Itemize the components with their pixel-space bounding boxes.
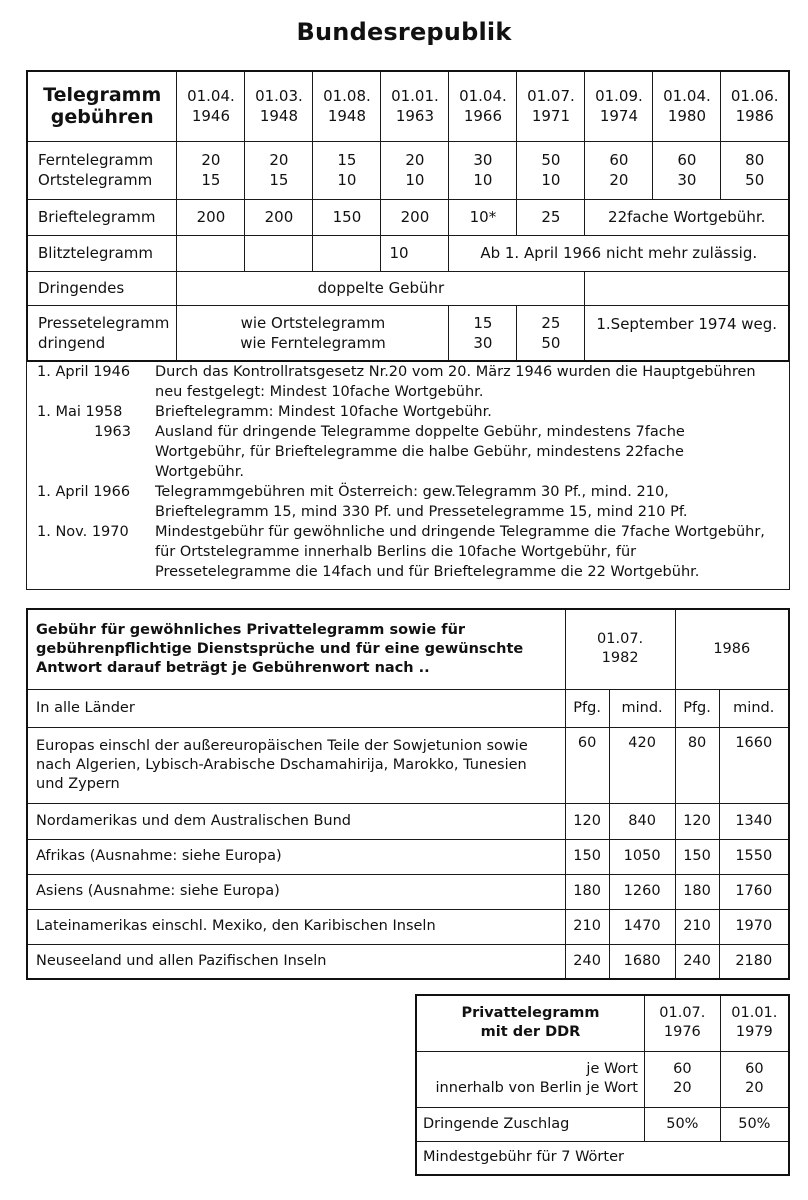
note-entry [37,362,779,402]
note-line: Brieftelegramm 15, mind 330 Pf. und Pressetelegramme 15, mind 210 Pf. [155,504,688,520]
note-line: für Ortstelegramme innerhalb Berlins die 10fache Wortgebühr, für [155,544,637,560]
note-text [155,482,779,522]
value-cell [177,235,245,271]
value-cell: 80 [675,727,719,803]
row-label [416,1051,645,1107]
date-day: 01.04. [459,87,507,106]
col-header: Pfg. [565,689,609,727]
note-line: Durch das Kontrollratsgesetz Nr.20 vom 20. März 1946 wurden die Hauptgebühren [155,364,756,380]
value-cell [449,141,517,199]
value: 60 [745,1061,764,1077]
value-cell: 50% [645,1107,721,1141]
value-cell: 2180 [719,944,789,979]
table3-header-cell [416,995,645,1051]
value-cell: 1760 [719,874,789,909]
row-label-line: je Wort [586,1061,638,1077]
date-cell [585,71,653,141]
date-year: 1963 [395,107,435,126]
value-cell: 200 [245,199,313,235]
dringend-row [27,271,789,305]
row-label-line: innerhalb von Berlin je Wort [435,1080,638,1096]
value: 60 [677,151,697,169]
telegram-fees-table [26,70,790,362]
blitz-row [27,235,789,271]
table-row [27,909,789,944]
value: 10 [541,171,561,189]
value: 20 [673,1080,692,1096]
value: 25 [541,313,561,332]
date-year: 1966 [463,107,503,126]
note-line: Wortgebühr, für Brieftelegramme die halbe Gebühr, mindestens 22fache [155,444,684,460]
header-line: Antwort darauf beträgt je Gebührenwort nach .. [36,659,430,676]
value-cell: 1680 [609,944,675,979]
value-cell: 150 [565,839,609,874]
page-title: Bundesrepublik [296,18,512,46]
span-note: 1.September 1974 weg. [585,305,789,361]
value: 20 [745,1080,764,1096]
empty-cell [585,271,789,305]
value: 50 [541,333,561,352]
header-line: Privattelegramm [461,1005,600,1022]
value-cell: 210 [565,909,609,944]
note-entry [37,522,779,582]
value-cell: 210 [675,909,719,944]
brief-row [27,199,789,235]
row-label: Dringendes [27,271,177,305]
date-day: 01.08. [323,87,371,106]
table-row [27,874,789,909]
date-day: 01.07. [659,1005,706,1022]
value-cell: 120 [565,803,609,839]
value-cell [381,141,449,199]
ddr-telegram-table [415,994,790,1176]
col-header: mind. [609,689,675,727]
date-year: 1986 [735,107,774,126]
date-cell [449,71,517,141]
value-cell [245,235,313,271]
value-cell: 10 [381,235,449,271]
note-entry [37,482,779,522]
note-text [155,402,779,422]
value-cell: 150 [675,839,719,874]
note-date: 1. Nov. 1970 [37,524,129,540]
date-day: 01.04. [187,87,235,106]
fern-orts-row [27,141,789,199]
value-cell: 25 [517,199,585,235]
region-cell [27,727,565,803]
date-year: 1971 [531,107,571,126]
note-date: 1963 [94,424,131,440]
date-year: 1948 [259,107,299,126]
subheader-label: In alle Länder [27,689,565,727]
date-cell [720,995,789,1051]
value-cell [653,141,721,199]
region-cell: Afrikas (Ausnahme: siehe Europa) [27,839,565,874]
table-row [27,727,789,803]
date-cell [517,71,585,141]
value: 50 [541,151,561,169]
value: 60 [609,151,629,169]
value-cell: 1970 [719,909,789,944]
value-cell: 60 [565,727,609,803]
region-line: und Zypern [36,775,120,792]
date-year: 1976 [663,1024,701,1041]
value-cell: 200 [177,199,245,235]
note-line: Ausland für dringende Telegramme doppelte Gebühr, mindestens 7fache [155,424,685,440]
row-label-line: dringend [38,333,106,352]
note-line: Wortgebühr. [155,464,244,480]
span-note: doppelte Gebühr [177,271,585,305]
col-header: Pfg. [675,689,719,727]
value: 15 [269,171,289,189]
value: 10 [337,171,357,189]
value-cell: 200 [381,199,449,235]
value: 20 [609,171,629,189]
table2-header-cell [27,609,565,689]
value: 30 [473,151,493,169]
period-line: 01.07. [597,631,644,648]
date-day: 01.06. [730,87,779,106]
value: 30 [473,333,493,352]
period-cell: 1986 [675,609,789,689]
value-cell [313,235,381,271]
header-line: Telegramm [43,84,162,107]
note-line: neu festgelegt: Mindest 10fache Wortgebühr. [155,384,484,400]
value: 20 [269,151,289,169]
value: 10 [405,171,425,189]
region-cell: Lateinamerikas einschl. Mexiko, den Karibischen Inseln [27,909,565,944]
wort-row [416,1051,789,1107]
value-cell [645,1051,721,1107]
date-cell [313,71,381,141]
date-cell [245,71,313,141]
col-header: mind. [719,689,789,727]
table1-header-cell [27,71,177,141]
region-line: Europas einschl der außereuropäischen Teile der Sowjetunion sowie [36,737,528,754]
value-cell [245,141,313,199]
row-label: Blitztelegramm [27,235,177,271]
region-cell: Asiens (Ausnahme: siehe Europa) [27,874,565,909]
period-cell [565,609,675,689]
note-date: 1. Mai 1958 [37,404,123,420]
notes-box [26,350,790,590]
span-line: wie Ortstelegramm [240,313,386,332]
table2-subheader-row [27,689,789,727]
span-note: 22fache Wortgebühr. [585,199,789,235]
date-day: 01.04. [663,87,711,106]
region-cell: Neuseeland und allen Pazifischen Inseln [27,944,565,979]
value-cell [517,141,585,199]
header-line: mit der DDR [480,1024,581,1041]
value-cell: 1470 [609,909,675,944]
value: 50 [745,171,765,189]
note-text [155,522,779,582]
value-cell [720,1051,789,1107]
value: 20 [201,151,221,169]
value: 30 [677,171,697,189]
note-line: Brieftelegramm: Mindest 10fache Wortgebühr. [155,404,492,420]
value: 60 [673,1061,692,1077]
value: 80 [745,151,765,169]
value-cell: 420 [609,727,675,803]
note-date: 1. April 1946 [37,364,131,380]
row-label [27,141,177,199]
table-row [27,944,789,979]
value-cell: 50% [720,1107,789,1141]
note-text [155,422,779,482]
note-entry [37,402,779,422]
note-line: Pressetelegramme die 14fach und für Brieftelegramme die 22 Wortgebühr. [155,564,700,580]
value-cell [177,141,245,199]
row-label: Mindestgebühr für 7 Wörter [416,1141,789,1175]
value-cell [721,141,789,199]
value: 15 [201,171,221,189]
header-line: Gebühr für gewöhnliches Privattelegramm sowie für [36,621,466,638]
row-label: Dringende Zuschlag [416,1107,645,1141]
region-line: nach Algerien, Lybisch-Arabische Dschamahirija, Marokko, Tunesien [36,756,527,773]
value-cell: 1550 [719,839,789,874]
date-day: 01.03. [255,87,303,106]
span-note: Ab 1. April 1966 nicht mehr zulässig. [449,235,789,271]
date-day: 01.09. [595,87,643,106]
header-line: gebühren [50,106,154,129]
value-cell: 1260 [609,874,675,909]
row-label-line: Ferntelegramm [38,151,154,169]
value: 15 [337,151,357,169]
table3-header-row [416,995,789,1051]
note-line: Mindestgebühr für gewöhnliche und dringende Telegramme die 7fache Wortgebühr, [155,524,765,540]
header-line: gebührenpflichtige Dienstsprüche und für eine gewünschte [36,640,524,657]
date-day: 01.07. [527,87,575,106]
note-date: 1. April 1966 [37,484,131,500]
value-cell: 240 [565,944,609,979]
mindest-row [416,1141,789,1175]
value-cell [585,141,653,199]
table2-header-row [27,609,789,689]
value-cell: 150 [313,199,381,235]
value-cell: 10* [449,199,517,235]
date-cell [645,995,721,1051]
region-cell: Nordamerikas und dem Australischen Bund [27,803,565,839]
date-year: 1946 [191,107,231,126]
value: 20 [405,151,425,169]
date-cell [721,71,789,141]
row-label-line: Ortstelegramm [38,171,153,189]
value: 15 [473,313,493,332]
date-day: 01.01. [731,1005,778,1022]
date-cell [653,71,721,141]
value-cell: 1340 [719,803,789,839]
note-text [155,362,779,402]
zuschlag-row [416,1107,789,1141]
date-year: 1948 [327,107,367,126]
row-label-line: Pressetelegramm [38,313,170,332]
value-cell: 1660 [719,727,789,803]
date-cell [177,71,245,141]
value-cell: 1050 [609,839,675,874]
table-row [27,839,789,874]
value-cell [313,141,381,199]
date-year: 1979 [735,1024,773,1041]
value-cell: 240 [675,944,719,979]
private-telegram-fees-table [26,608,790,980]
date-year: 1974 [599,107,639,126]
value-cell: 840 [609,803,675,839]
table-row [27,803,789,839]
value-cell: 120 [675,803,719,839]
value-cell: 180 [675,874,719,909]
date-cell [381,71,449,141]
date-year: 1980 [667,107,707,126]
table1-header-row [27,71,789,141]
note-line: Telegrammgebühren mit Österreich: gew.Telegramm 30 Pf., mind. 210, [155,484,669,500]
period-line: 1982 [601,650,639,667]
value: 10 [473,171,493,189]
date-day: 01.01. [391,87,439,106]
note-entry [37,422,779,482]
row-label: Brieftelegramm [27,199,177,235]
value-cell: 180 [565,874,609,909]
span-line: wie Ferntelegramm [240,333,386,352]
